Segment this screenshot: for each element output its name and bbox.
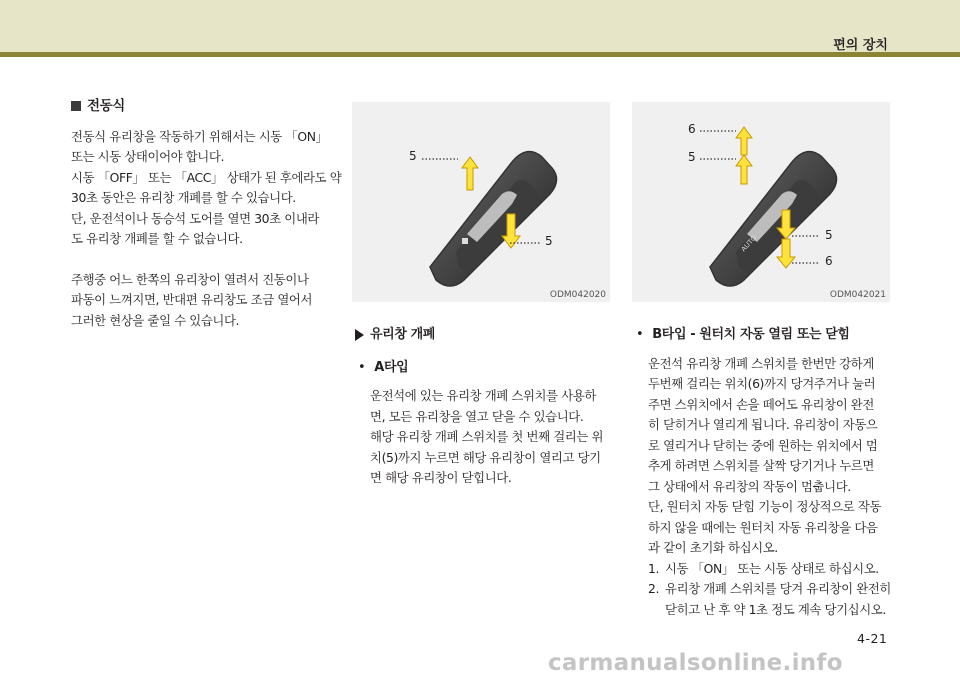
figure-label-5-down: 5	[825, 228, 833, 242]
figure-label-6-up: 6	[688, 122, 696, 136]
paragraph-line: 그러한 현상을 줄일 수 있습니다.	[71, 312, 240, 328]
type-a-heading	[355, 358, 613, 379]
list-item-step-1	[648, 559, 895, 580]
figure-label-5-down: 5	[545, 234, 553, 248]
paragraph-line: 치(5)까지 누르면 해당 유리창이 열리고 당기	[370, 449, 601, 465]
bullet-dot-icon: •	[358, 359, 366, 375]
svg-text:AUTO: AUTO	[740, 234, 759, 254]
figure-label-5-up: 5	[688, 150, 696, 164]
paragraph-line: 주행중 어느 한쪽의 유리창이 열려서 진동이나	[71, 271, 309, 287]
window-switch-illustration-a	[352, 102, 610, 302]
paragraph-line: 하지 않을 때에는 원터치 자동 유리창을 다음	[648, 519, 878, 535]
list-item-step-2	[648, 579, 895, 620]
paragraph-line: 도 유리창 개폐를 할 수 없습니다.	[71, 231, 243, 246]
section-heading-text: 전동식	[87, 98, 125, 114]
list-line: 시동 「ON」 또는 시동 상태로 하십시오.	[665, 560, 879, 576]
list-line: 유리창 개폐 스위치를 당겨 유리창이 완전히	[665, 581, 891, 596]
middle-column	[355, 325, 613, 489]
paragraph-line: 과 같이 초기화 하십시오.	[648, 540, 778, 555]
paragraph-line: 운전석 유리창 개폐 스위치를 한번만 강하게	[648, 355, 874, 371]
paragraph-line: 해당 유리창 개폐 스위치를 첫 번째 걸리는 위	[370, 429, 604, 444]
left-column	[71, 96, 341, 331]
triangle-bullet-icon	[355, 329, 364, 341]
paragraph-line: 그 상태에서 유리창의 작동이 멈춥니다.	[648, 478, 851, 494]
page-section-title: 편의 장치	[833, 38, 888, 53]
paragraph-line: 면, 모든 유리창을 열고 닫을 수 있습니다.	[370, 408, 584, 424]
figure-code: ODM042020	[549, 290, 606, 300]
bullet-dot-icon: •	[636, 327, 644, 342]
paragraph-line: 단, 원터치 자동 닫힘 기능이 정상적으로 작동	[648, 499, 882, 514]
header-rule	[0, 52, 960, 57]
section-heading-text: 유리창 개폐	[370, 327, 435, 342]
square-bullet-icon	[71, 101, 81, 111]
figure-label-5-up: 5	[409, 149, 417, 163]
paragraph-line: 히 닫히거나 열리게 됩니다. 유리창이 자동으	[648, 417, 878, 432]
paragraph-line: 또는 시동 상태이어야 합니다.	[71, 149, 224, 164]
list-line: 닫히고 난 후 약 1초 정도 계속 당기십시오.	[665, 601, 886, 617]
paragraph-line: 추게 하려면 스위치를 살짝 당기거나 누르면	[648, 458, 874, 473]
type-b-label: B타입 - 원터치 자동 열림 또는 닫힘	[652, 327, 850, 342]
list-number: 2.	[648, 581, 660, 596]
figure-code: ODM042021	[829, 290, 886, 300]
paragraph-line: 파동이 느껴지면, 반대편 유리창도 조금 열어서	[71, 292, 313, 307]
section-heading-window	[355, 325, 613, 346]
list-number: 1.	[648, 560, 660, 576]
paragraph-line: 주면 스위치에서 손을 떼어도 유리창이 완전	[648, 396, 874, 412]
figure-switch-type-b	[632, 102, 890, 302]
section-heading-electric	[71, 96, 341, 117]
watermark: carmanualsonline.info	[548, 650, 843, 676]
page-number: 4-21	[857, 631, 888, 646]
paragraph-line: 로 열리거나 닫히는 중에 원하는 위치에서 멈	[648, 437, 878, 453]
paragraph-line: 면 해당 유리창이 닫힙니다.	[370, 470, 512, 485]
right-column	[633, 325, 895, 620]
type-a-label: A타입	[374, 359, 409, 375]
figure-switch-type-a	[352, 102, 610, 302]
figure-label-6-down: 6	[825, 254, 833, 268]
paragraph-line: 시동 「OFF」 또는 「ACC」 상태가 된 후에라도 약	[71, 169, 342, 185]
paragraph-line: 단, 운전석이나 동승석 도어를 열면 30초 이내라	[71, 210, 319, 226]
type-b-heading	[633, 325, 895, 346]
paragraph-line: 운전석에 있는 유리창 개폐 스위치를 사용하	[370, 388, 596, 403]
paragraph-line: 전동식 유리창을 작동하기 위해서는 시동 「ON」	[71, 128, 328, 144]
window-switch-illustration-b	[632, 102, 890, 302]
header-band	[0, 0, 960, 52]
paragraph-line: 30초 동안은 유리창 개폐를 할 수 있습니다.	[71, 190, 296, 205]
paragraph-line: 두번째 걸리는 위치(6)까지 당겨주거나 눌러	[648, 376, 876, 391]
